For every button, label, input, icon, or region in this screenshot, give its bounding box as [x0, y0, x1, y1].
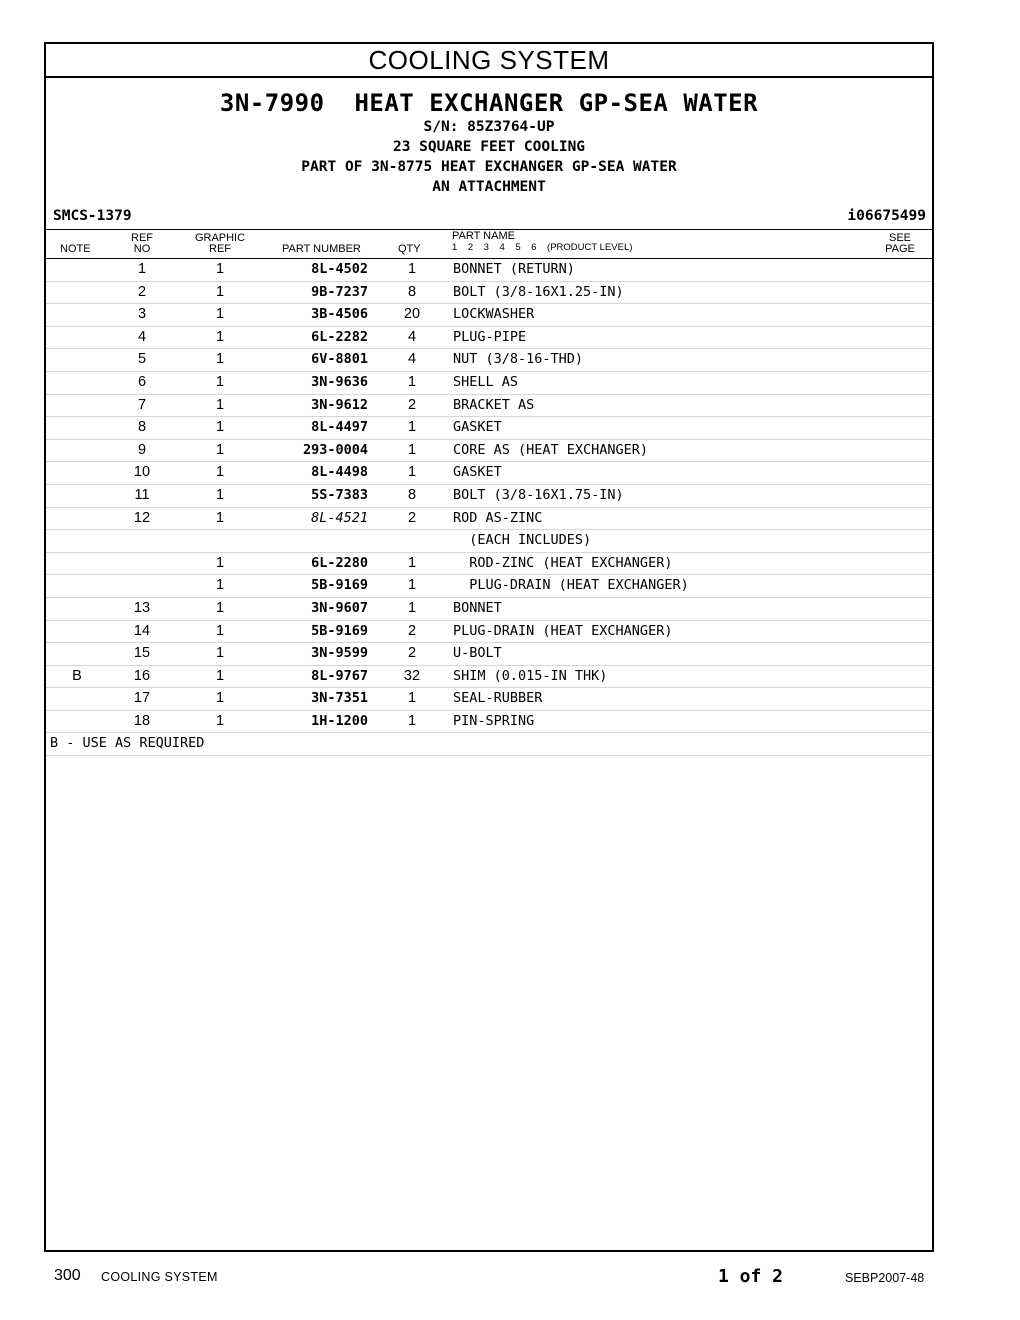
row-part-number: 3N-7351	[311, 690, 368, 707]
illustration-id: i06675499	[847, 208, 926, 224]
row-graphic-ref: 1	[215, 306, 225, 323]
parts-list-frame	[44, 42, 934, 1252]
row-qty: 1	[407, 373, 417, 390]
row-part-number: 8L-9767	[311, 667, 368, 684]
row-part-number: 8L-4502	[311, 261, 368, 277]
row-qty: 1	[407, 261, 417, 277]
page-of-indicator: 1 of 2	[718, 1266, 784, 1287]
product-level-legend: 1 2 3 4 5 6 (PRODUCT LEVEL)	[452, 242, 633, 253]
document-id: SEBP2007-48	[845, 1271, 925, 1285]
row-part-name: (EACH INCLUDES)	[453, 532, 592, 549]
row-ref-no: 16	[133, 667, 151, 684]
row-ref-no: 12	[133, 509, 151, 526]
col-graphic-ref: GRAPHIC REF	[194, 232, 246, 255]
row-part-number: 293-0004	[302, 441, 368, 458]
row-part-name: GASKET	[453, 464, 502, 481]
table-row	[46, 395, 932, 418]
table-row	[46, 508, 932, 531]
row-graphic-ref: 1	[215, 351, 225, 368]
table-row	[46, 621, 932, 644]
group-title: 3N-7990 HEAT EXCHANGER GP-SEA WATER	[219, 89, 759, 117]
row-graphic-ref: 1	[215, 328, 225, 345]
row-qty: 2	[407, 622, 417, 639]
row-graphic-ref: 1	[215, 373, 225, 390]
row-part-number: 1H-1200	[311, 712, 368, 729]
row-ref-no: 10	[133, 464, 151, 481]
row-qty: 1	[407, 712, 417, 729]
row-qty: 1	[407, 690, 417, 707]
table-row	[46, 575, 932, 598]
row-ref-no: 5	[137, 351, 147, 368]
row-part-number: 3N-9612	[311, 396, 368, 413]
row-ref-no: 11	[134, 486, 150, 503]
row-part-name: ROD AS-ZINC	[453, 509, 543, 526]
row-graphic-ref: 1	[215, 622, 225, 639]
row-part-number: 5S-7383	[311, 486, 368, 503]
table-row	[46, 711, 932, 734]
row-part-number: 5B-9169	[311, 577, 368, 594]
row-part-number: 3N-9607	[311, 599, 368, 616]
row-qty: 2	[407, 509, 417, 526]
row-qty: 8	[407, 486, 417, 503]
row-qty: 4	[407, 328, 417, 345]
row-part-number: 8L-4521	[311, 509, 368, 526]
row-part-name: BRACKET AS	[453, 396, 535, 413]
table-row	[46, 349, 932, 372]
row-ref-no: 4	[137, 328, 147, 345]
parts-table-body	[46, 259, 932, 756]
table-row	[46, 259, 932, 282]
row-graphic-ref: 1	[215, 441, 225, 458]
row-ref-no: 17	[133, 690, 151, 707]
row-part-name: ROD-ZINC (HEAT EXCHANGER)	[453, 554, 673, 571]
row-graphic-ref: 1	[215, 577, 225, 594]
row-part-name: U-BOLT	[453, 645, 502, 662]
row-part-name: BONNET (RETURN)	[453, 261, 575, 277]
row-graphic-ref: 1	[215, 712, 225, 729]
row-graphic-ref: 1	[215, 486, 225, 503]
table-row	[46, 688, 932, 711]
table-row	[46, 282, 932, 305]
table-row	[46, 372, 932, 395]
table-row	[46, 304, 932, 327]
row-qty: 1	[407, 464, 417, 481]
col-qty: QTY	[398, 243, 421, 255]
row-part-number: 8L-4497	[311, 419, 368, 436]
row-part-name: BOLT (3/8-16X1.25-IN)	[453, 283, 624, 300]
row-ref-no: 15	[133, 645, 151, 662]
col-part-number: PART NUMBER	[282, 243, 361, 255]
row-part-number: 8L-4498	[311, 464, 368, 481]
row-graphic-ref: 1	[215, 645, 225, 662]
table-row	[46, 530, 932, 553]
row-part-number: 6L-2282	[311, 328, 368, 345]
footer-section-name: COOLING SYSTEM	[101, 1270, 218, 1284]
section-title: COOLING SYSTEM	[46, 44, 932, 78]
row-part-name: SHIM (0.015-IN THK)	[453, 667, 608, 684]
table-row	[46, 643, 932, 666]
table-row	[46, 417, 932, 440]
row-graphic-ref: 1	[215, 283, 225, 300]
row-part-name: CORE AS (HEAT EXCHANGER)	[453, 441, 649, 458]
row-part-number: 3N-9636	[311, 373, 368, 390]
row-part-name: NUT (3/8-16-THD)	[453, 351, 584, 368]
col-ref-no: REF NO	[131, 232, 153, 255]
row-qty: 1	[407, 419, 417, 436]
table-row	[46, 440, 932, 463]
row-qty: 1	[407, 577, 417, 594]
row-part-number: 6V-8801	[311, 351, 368, 368]
footnote-row	[46, 733, 932, 756]
row-ref-no: 14	[133, 622, 151, 639]
row-graphic-ref: 1	[215, 509, 225, 526]
row-ref-no: 9	[137, 441, 147, 458]
attachment-line: AN ATTACHMENT	[432, 179, 546, 195]
table-row	[46, 666, 932, 689]
row-part-number: 9B-7237	[311, 283, 368, 300]
identifier-row	[46, 205, 932, 230]
row-ref-no: 6	[137, 373, 147, 390]
row-part-name: GASKET	[453, 419, 502, 436]
col-part-name: PART NAME 1 2 3 4 5 6 (PRODUCT LEVEL)	[452, 230, 633, 253]
page-footer	[0, 1264, 1020, 1294]
row-qty: 2	[407, 645, 417, 662]
row-qty: 20	[403, 306, 421, 323]
row-qty: 1	[407, 554, 417, 571]
row-qty: 1	[407, 599, 417, 616]
row-ref-no: 8	[137, 419, 147, 436]
row-qty: 1	[407, 441, 417, 458]
row-qty: 32	[403, 667, 421, 684]
row-part-name: PLUG-PIPE	[453, 328, 527, 345]
row-graphic-ref: 1	[215, 690, 225, 707]
group-header	[46, 89, 932, 197]
row-qty: 4	[407, 351, 417, 368]
row-part-name: PIN-SPRING	[453, 712, 535, 729]
footnote-text: B - USE AS REQUIRED	[50, 735, 205, 752]
row-part-number: 3B-4506	[311, 306, 368, 323]
column-header-row	[46, 230, 932, 259]
table-row	[46, 462, 932, 485]
row-qty: 2	[407, 396, 417, 413]
row-ref-no: 13	[133, 599, 151, 616]
row-part-name: LOCKWASHER	[453, 306, 535, 323]
table-row	[46, 598, 932, 621]
row-graphic-ref: 1	[215, 261, 225, 277]
row-part-name: BONNET	[453, 599, 502, 616]
row-part-number: 3N-9599	[311, 645, 368, 662]
row-part-name: PLUG-DRAIN (HEAT EXCHANGER)	[453, 622, 673, 639]
row-ref-no: 3	[137, 306, 147, 323]
row-qty: 8	[407, 283, 417, 300]
page-number: 300	[54, 1267, 81, 1284]
row-graphic-ref: 1	[215, 396, 225, 413]
row-ref-no: 18	[133, 712, 151, 729]
row-part-name: BOLT (3/8-16X1.75-IN)	[453, 486, 624, 503]
row-part-name: PLUG-DRAIN (HEAT EXCHANGER)	[453, 577, 689, 594]
row-graphic-ref: 1	[215, 599, 225, 616]
row-ref-no: 7	[137, 396, 147, 413]
col-see-page: SEE PAGE	[885, 232, 915, 255]
row-graphic-ref: 1	[215, 419, 225, 436]
row-ref-no: 2	[137, 283, 147, 300]
cooling-area-line: 23 SQUARE FEET COOLING	[392, 139, 586, 155]
part-of-line: PART OF 3N-8775 HEAT EXCHANGER GP-SEA WATER	[301, 159, 677, 175]
row-part-name: SEAL-RUBBER	[453, 690, 543, 707]
row-graphic-ref: 1	[215, 554, 225, 571]
row-note: B	[72, 667, 82, 684]
row-part-name: SHELL AS	[453, 373, 519, 390]
table-row	[46, 485, 932, 508]
row-graphic-ref: 1	[215, 464, 225, 481]
row-part-number: 5B-9169	[311, 622, 368, 639]
table-row	[46, 327, 932, 350]
table-row	[46, 553, 932, 576]
row-part-number: 6L-2280	[311, 554, 368, 571]
col-note: NOTE	[60, 243, 91, 255]
row-graphic-ref: 1	[215, 667, 225, 684]
smcs-code: SMCS-1379	[53, 208, 132, 224]
serial-number-line: S/N: 85Z3764-UP	[423, 119, 555, 135]
row-ref-no: 1	[137, 261, 147, 277]
